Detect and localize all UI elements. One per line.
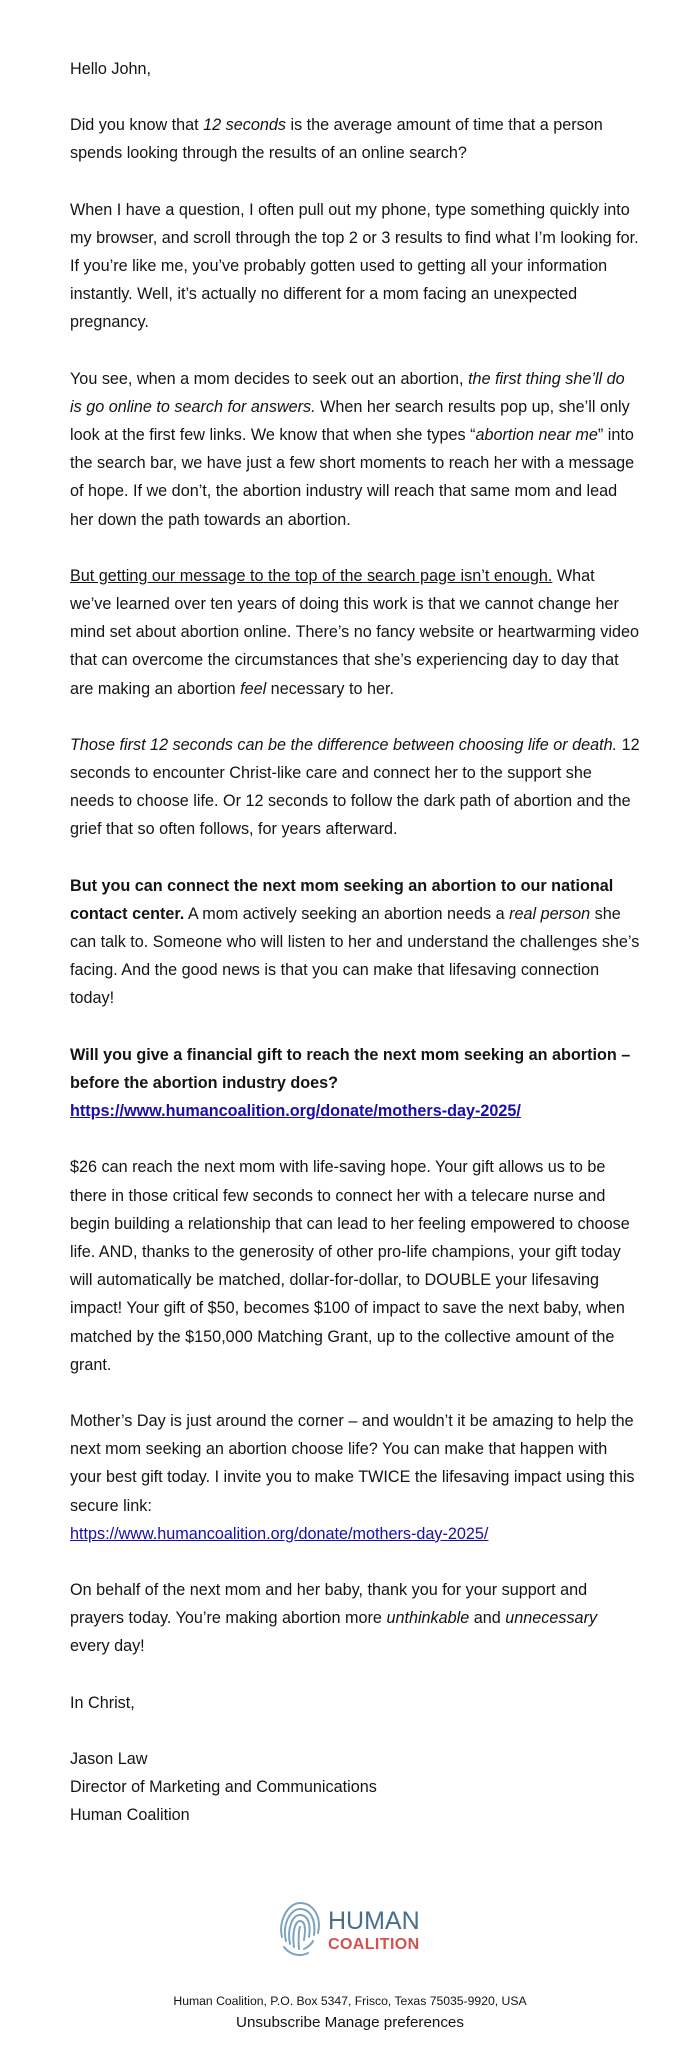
signature-name: Jason Law — [70, 1749, 148, 1768]
signature — [70, 1745, 640, 1830]
donation-ask — [70, 1041, 640, 1126]
donate-link[interactable]: https://www.humancoalition.org/donate/mothers-day-2025/ — [70, 1524, 489, 1543]
footer-address: Human Coalition, P.O. Box 5347, Frisco, Texas 75035-9920, USA — [173, 1994, 527, 2008]
paragraph-3: You see, when a mom decides to seek out an abortion, the first thing she’ll do is go online to search for answers. When her search results pop up, she’ll only look at the first few links. We know that when she types “abortion near me” into the search bar, we have just a few short moments to reach her with a message of hope. If we don’t, the abortion industry will reach that same mom and lead her down the path towards an abortion. — [70, 369, 635, 529]
greeting: Hello John, — [70, 60, 151, 78]
paragraph-10: On behalf of the next mom and her baby, thank you for your support and prayers today. You’re making abortion more unthinkable and unnecessary every day! — [70, 1580, 598, 1656]
closing: In Christ, — [70, 1693, 135, 1712]
paragraph-5: Those first 12 seconds can be the difference between choosing life or death. 12 seconds to encounter Christ-like care and connect her to the support she needs to choose life. Or 12 seconds to follow the dark path of abortion and the grief that so often follows, for years afterward. — [70, 735, 640, 839]
logo-word-coalition: COALITION — [328, 1936, 420, 1953]
manage-preferences-link[interactable]: Manage preferences — [324, 2014, 464, 2031]
paragraph-9: Mother’s Day is just around the corner – and wouldn’t it be amazing to help the next mom seeking an abortion choose life? You can make that happen with your best gift today. I invite you to make TWICE the lifesaving impact using this secure link: https://www.humancoalition.org/donate/mothers-day-2025/ — [70, 1411, 635, 1543]
donation-question: Will you give a financial gift to reach the next mom seeking an abortion – before the abortion industry does? — [70, 1045, 631, 1092]
unsubscribe-link[interactable]: Unsubscribe — [236, 2014, 321, 2031]
logo-word-human: HUMAN — [328, 1907, 420, 1935]
paragraph-4: But getting our message to the top of the search page isn’t enough. What we’ve learned over ten years of doing this work is that we cannot change her mind set about abortion online. There’s no fancy website or heartwarming video that can overcome the circumstances that she’s experiencing day to day that are making an abortion feel necessary to her. — [70, 566, 639, 698]
email-body — [70, 55, 640, 1857]
human-coalition-logo — [276, 1897, 436, 1961]
signature-org: Human Coalition — [70, 1806, 190, 1825]
fingerprint-icon — [281, 1903, 319, 1955]
signature-title: Director of Marketing and Communications — [70, 1777, 377, 1796]
paragraph-2: When I have a question, I often pull out my phone, type something quickly into my browser, and scroll through the top 2 or 3 results to find what I’m looking for. If you’re like me, you’ve probably gotten used to getting all your information instantly. Well, it’s actually no different for a mom facing an unexpected pregnancy. — [70, 200, 639, 332]
paragraph-8: $26 can reach the next mom with life-saving hope. Your gift allows us to be there in those critical few seconds to connect her with a telecare nurse and begin building a relationship that can lead to her feeling empowered to choose life. AND, thanks to the generosity of other pro-life champions, your gift today will automatically be matched, dollar-for-dollar, to DOUBLE your lifesaving impact! Your gift of $50, becomes $100 of impact to save the next baby, when matched by the $150,000 Matching Grant, up to the collective amount of the grant. — [70, 1158, 630, 1374]
paragraph-6: But you can connect the next mom seeking an abortion to our national contact center. A mom actively seeking an abortion needs a real person she can talk to. Someone who will listen to her and understand the challenges she’s facing. And the good news is that you can make that lifesaving connection today! — [70, 876, 640, 1008]
donate-link-bold[interactable]: https://www.humancoalition.org/donate/mothers-day-2025/ — [70, 1102, 521, 1121]
paragraph-1: Did you know that 12 seconds is the average amount of time that a person spends looking through the results of an online search? — [70, 116, 603, 163]
footer-links — [0, 2012, 700, 2034]
email-footer — [0, 1992, 700, 2034]
